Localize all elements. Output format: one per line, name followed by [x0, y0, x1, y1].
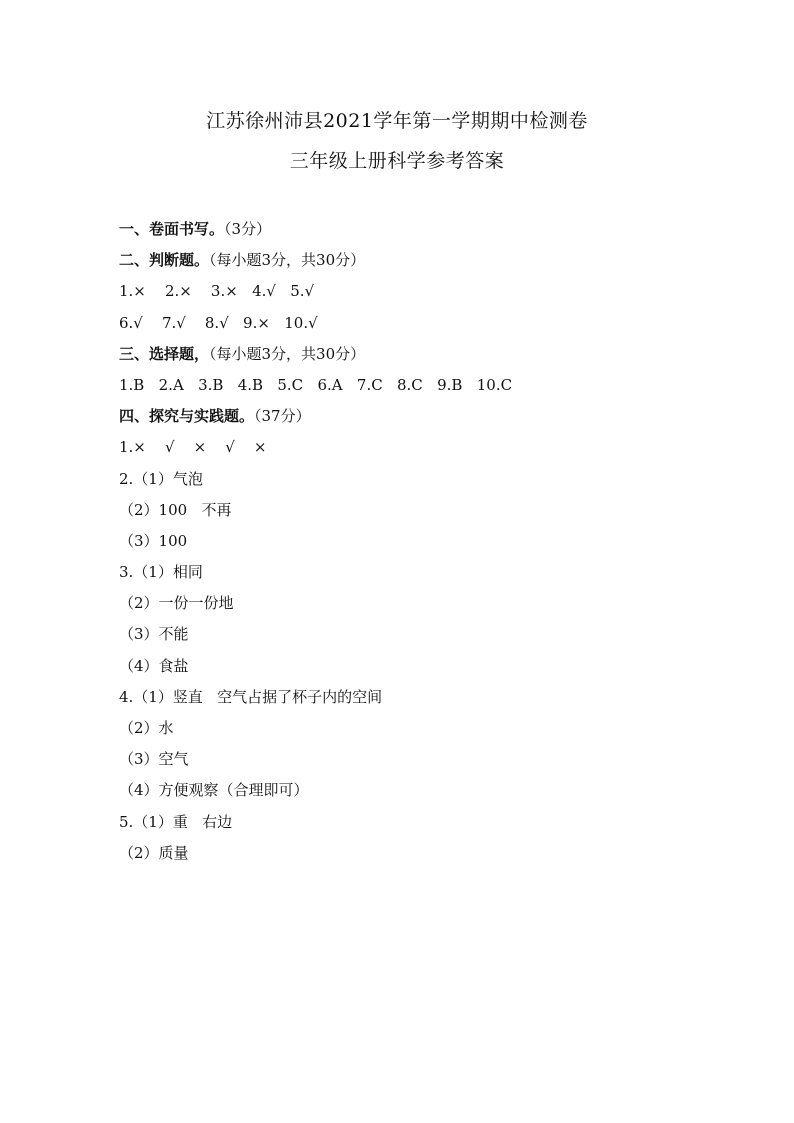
section-1-title: 一、卷面书写。: [119, 220, 225, 238]
answer-line: 1.× √ × √ ×: [119, 438, 267, 457]
answer-line: （2）100 不再: [119, 500, 232, 519]
answer-line: （3）100: [119, 531, 188, 550]
section-3-heading: [119, 339, 739, 370]
section-1-note: （3分）: [224, 220, 272, 238]
answer-line: （4）方便观察（合理即可）: [119, 781, 309, 800]
answer-line: （3）空气: [119, 750, 189, 769]
section-4-note: （37分）: [254, 407, 311, 426]
answer-line: 5.（1）重 右边: [119, 812, 233, 831]
answer-line: （2）质量: [119, 843, 189, 862]
section-1-heading: [119, 214, 739, 245]
section-2-heading: [119, 245, 739, 276]
answer-line: （2）水: [119, 719, 174, 737]
answer-line: 4.（1）竖直 空气占据了杯子内的空间: [119, 687, 383, 706]
section-2-title: 二、判断题。: [119, 251, 210, 270]
section-2-note: （每小题3分，共30分）: [209, 251, 366, 270]
section-3-note: （每小题3分，共30分）: [209, 344, 366, 363]
document-title: 江苏徐州沛县2021学年第一学期期中检测卷: [206, 110, 588, 132]
answer-line: 2.（1）气泡: [119, 469, 203, 488]
section-4-title: 四、探究与实践题。: [119, 407, 255, 426]
answer-line: （2）一份一份地: [119, 594, 234, 613]
document-subtitle: 三年级上册科学参考答案: [289, 150, 505, 172]
answer-line: 3.（1）相同: [119, 563, 203, 582]
answer-line: 1.× 2.× 3.× 4.√ 5.√: [119, 282, 315, 301]
answer-line: （4）食盐: [119, 656, 189, 675]
answer-line: （3）不能: [119, 625, 189, 644]
section-4-heading: [119, 401, 739, 432]
answer-line: 6.√ 7.√ 8.√ 9.× 10.√: [119, 313, 318, 332]
answer-line: 1.B 2.A 3.B 4.B 5.C 6.A 7.C 8.C 9.B 10.C: [119, 375, 513, 394]
section-3-title: 三、选择题，: [119, 344, 210, 363]
answer-content: [119, 214, 739, 869]
